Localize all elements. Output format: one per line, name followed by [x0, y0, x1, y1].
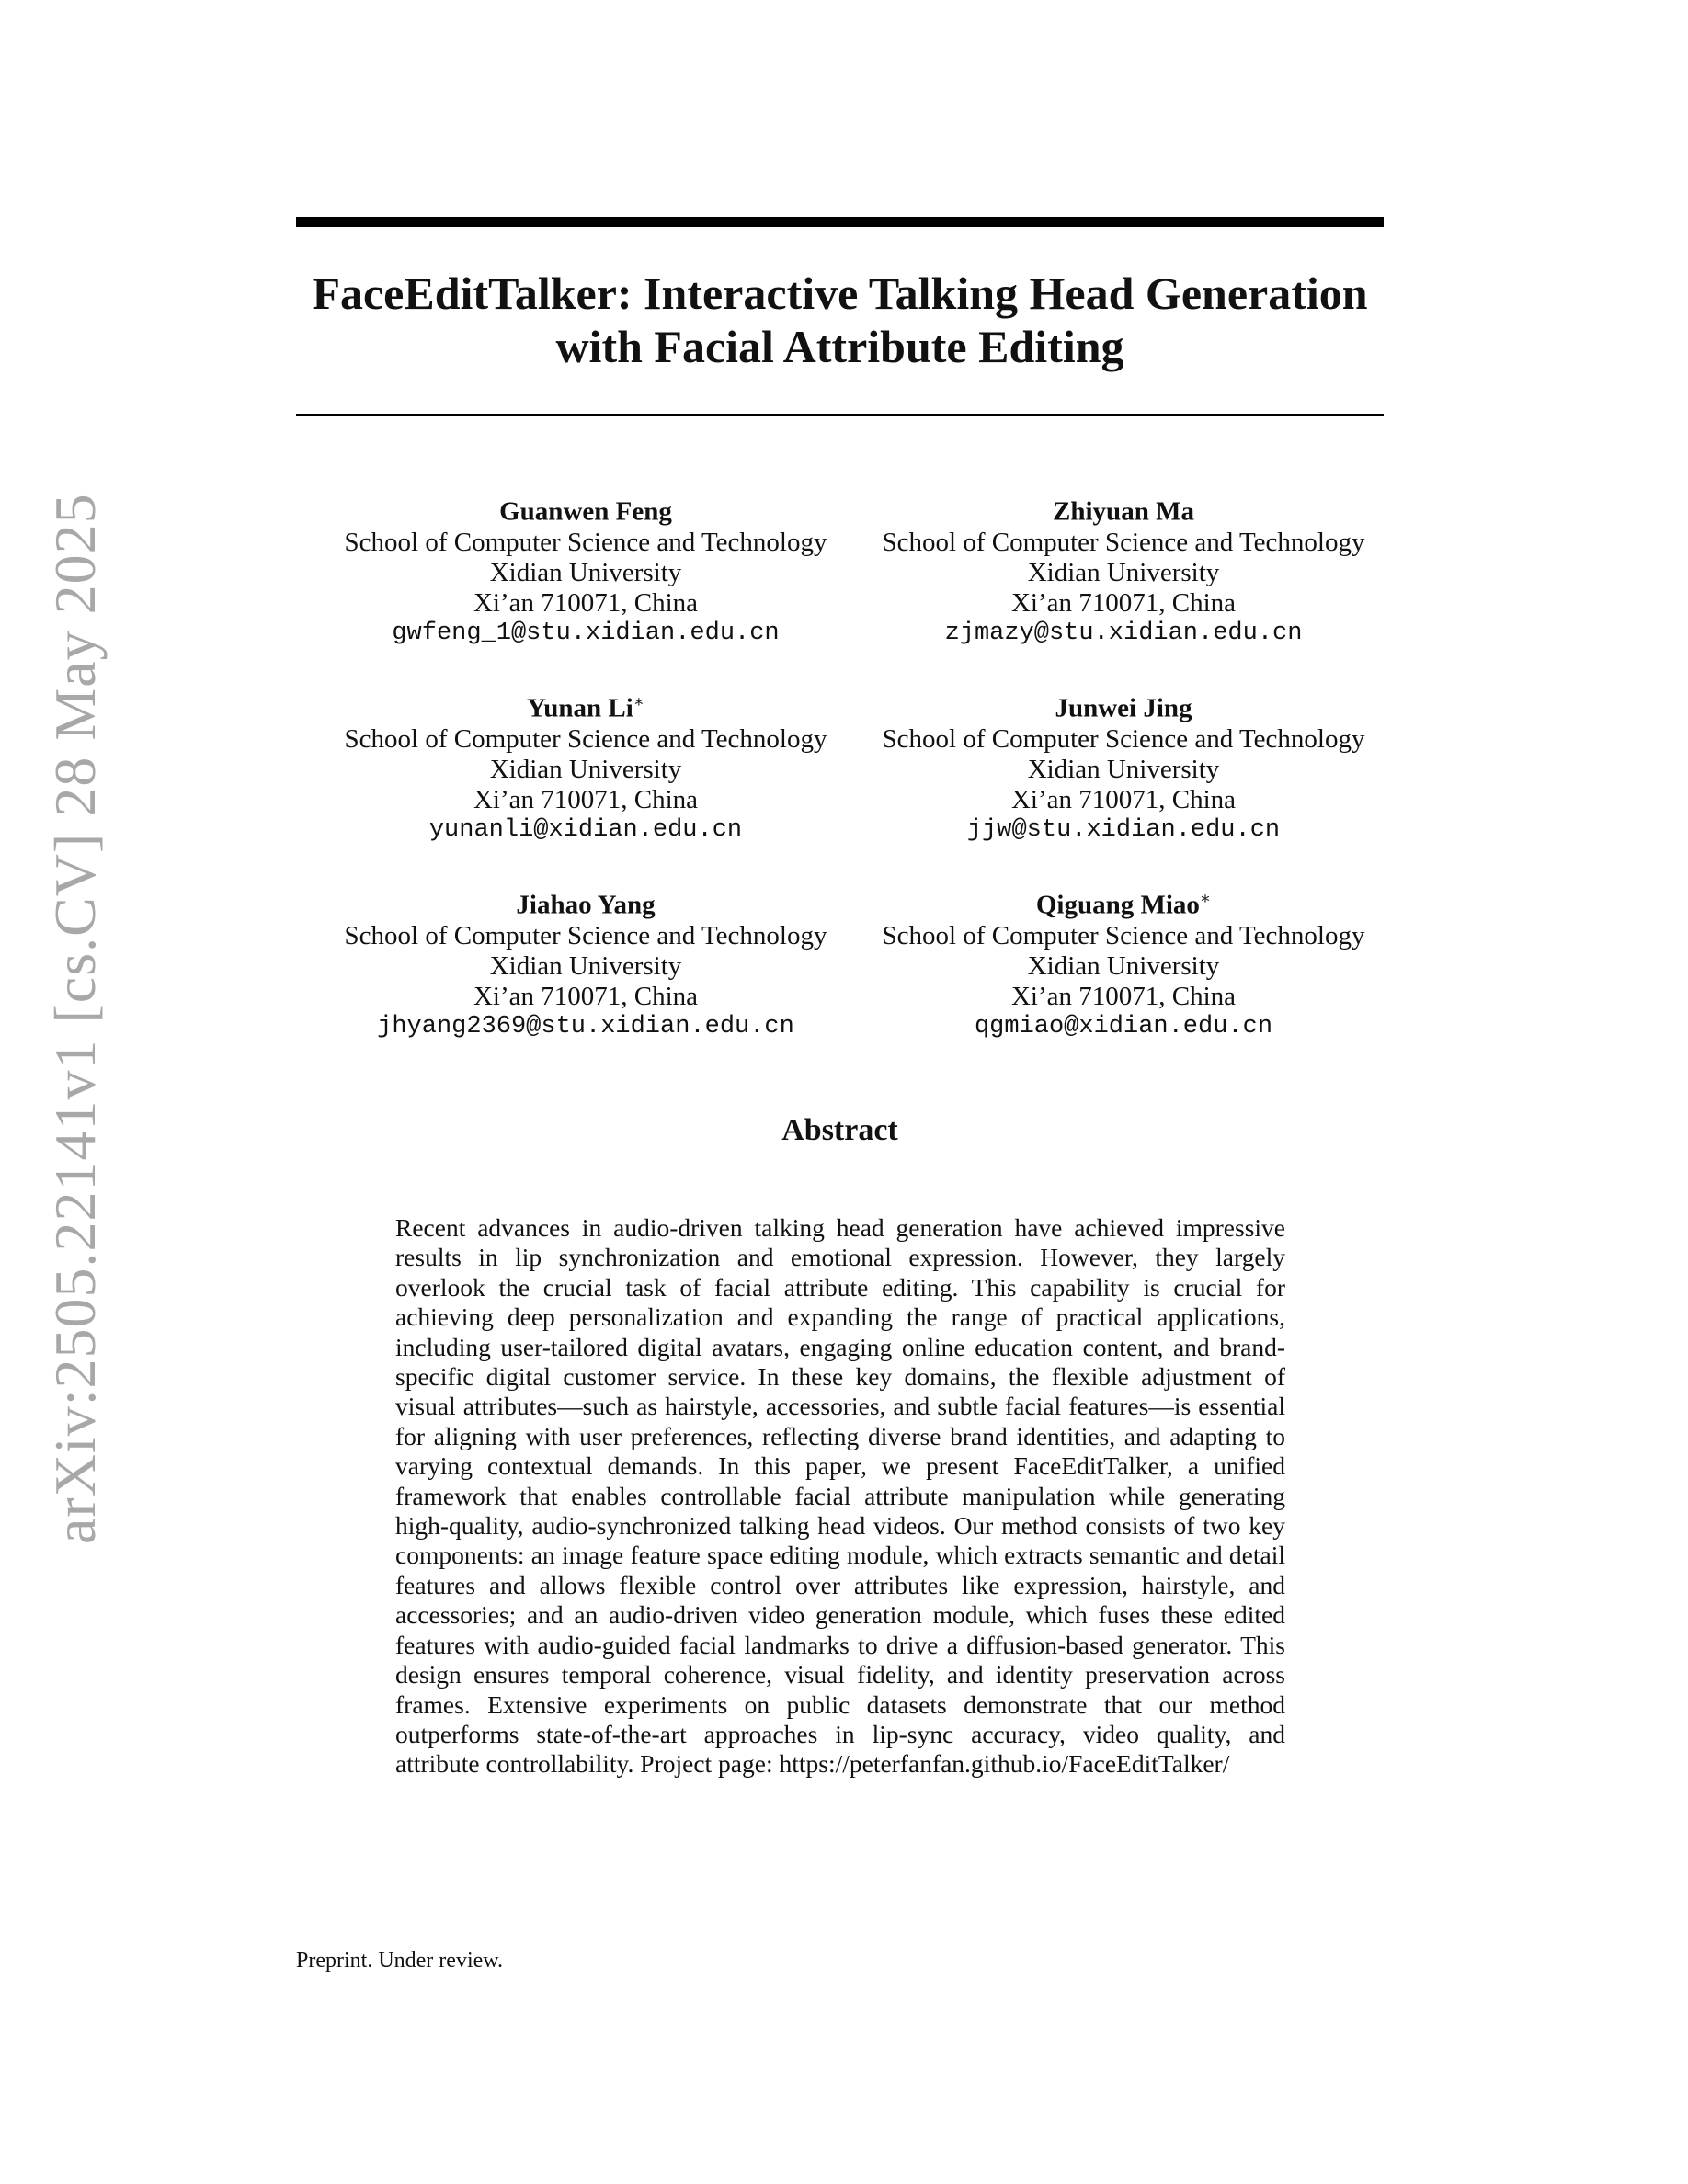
author-card	[310, 687, 861, 846]
author-card	[848, 883, 1399, 1042]
author-department: School of Computer Science and Technology	[344, 920, 827, 950]
title-bottom-rule	[296, 414, 1384, 416]
author-department: School of Computer Science and Technology	[882, 527, 1365, 557]
arxiv-identifier-stamp: arXiv:2505.22141v1 [cs.CV] 28 May 2025	[42, 493, 108, 1544]
author-card	[848, 687, 1399, 846]
author-university: Xidian University	[1027, 754, 1220, 784]
author-university: Xidian University	[489, 754, 682, 784]
author-email[interactable]: zjmazy@stu.xidian.edu.cn	[944, 619, 1303, 647]
author-name: Guanwen Feng	[499, 496, 672, 527]
author-email[interactable]: gwfeng_1@stu.xidian.edu.cn	[392, 619, 780, 647]
author-university: Xidian University	[489, 557, 682, 587]
author-department: School of Computer Science and Technology	[882, 920, 1365, 950]
preprint-footnote: Preprint. Under review.	[296, 1949, 504, 1973]
author-address: Xi’an 710071, China	[1010, 981, 1237, 1011]
author-university: Xidian University	[1027, 950, 1220, 981]
author-name: Yunan Li∗	[526, 692, 645, 723]
corresponding-author-mark: ∗	[1199, 889, 1212, 907]
author-card	[310, 883, 861, 1042]
corresponding-author-mark: ∗	[633, 692, 645, 711]
author-email[interactable]: jhyang2369@stu.xidian.edu.cn	[377, 1012, 794, 1041]
author-address: Xi’an 710071, China	[473, 981, 699, 1011]
author-address: Xi’an 710071, China	[473, 587, 699, 618]
author-address: Xi’an 710071, China	[1010, 784, 1237, 814]
author-email[interactable]: jjw@stu.xidian.edu.cn	[966, 815, 1281, 844]
paper-title-line-2: with Facial Attribute Editing	[555, 321, 1124, 372]
author-university: Xidian University	[1027, 557, 1220, 587]
author-department: School of Computer Science and Technology	[344, 723, 827, 754]
author-name: Qiguang Miao∗	[1035, 889, 1212, 920]
paper-title	[296, 267, 1384, 373]
author-card	[310, 490, 861, 649]
author-name: Junwei Jing	[1055, 693, 1192, 723]
author-address: Xi’an 710071, China	[1010, 587, 1237, 618]
author-university: Xidian University	[489, 950, 682, 981]
author-email[interactable]: yunanli@xidian.edu.cn	[428, 815, 743, 844]
title-top-rule	[296, 217, 1384, 227]
author-department: School of Computer Science and Technology	[344, 527, 827, 557]
author-card	[848, 490, 1399, 649]
abstract-text: Recent advances in audio-driven talking head generation have achieved impressive results in lip synchronization and emotional expression. However, they largely overlook the crucial task of facial attribute editing. This capability is crucial for achieving deep personalization and expanding the range of practical applications, including user-tailored digital avatars, engaging online education content, and brand-specific digital customer service. In these key domains, the flexible adjustment of visual attributes—such as hairstyle, accessories, and subtle facial features—is essential for aligning with user preferences, reflecting diverse brand identities, and adapting to varying contextual demands. In this paper, we present FaceEditTalker, a unified framework that enables controllable facial attribute manipulation while generating high-quality, audio-synchronized talking head videos. Our method consists of two key components: an image feature space editing module, which extracts semantic and detail features and allows flexible control over attributes like expression, hairstyle, and accessories; and an audio-driven video generation module, which fuses these edited features with audio-guided facial landmarks to drive a diffusion-based generator. This design ensures temporal coherence, visual fidelity, and identity preservation across frames. Extensive experiments on public datasets demonstrate that our method outperforms state-of-the-art approaches in lip-sync accuracy, video quality, and attribute controllability. Project page: https://peterfanfan.github.io/FaceEditTalker/	[395, 1213, 1285, 1779]
paper-title-line-1: FaceEditTalker: Interactive Talking Head Generation	[312, 267, 1368, 319]
author-email[interactable]: qgmiao@xidian.edu.cn	[974, 1012, 1273, 1041]
author-address: Xi’an 710071, China	[473, 784, 699, 814]
author-name: Zhiyuan Ma	[1053, 496, 1194, 527]
author-name: Jiahao Yang	[516, 890, 656, 920]
author-department: School of Computer Science and Technology	[882, 723, 1365, 754]
abstract-heading: Abstract	[781, 1113, 898, 1147]
